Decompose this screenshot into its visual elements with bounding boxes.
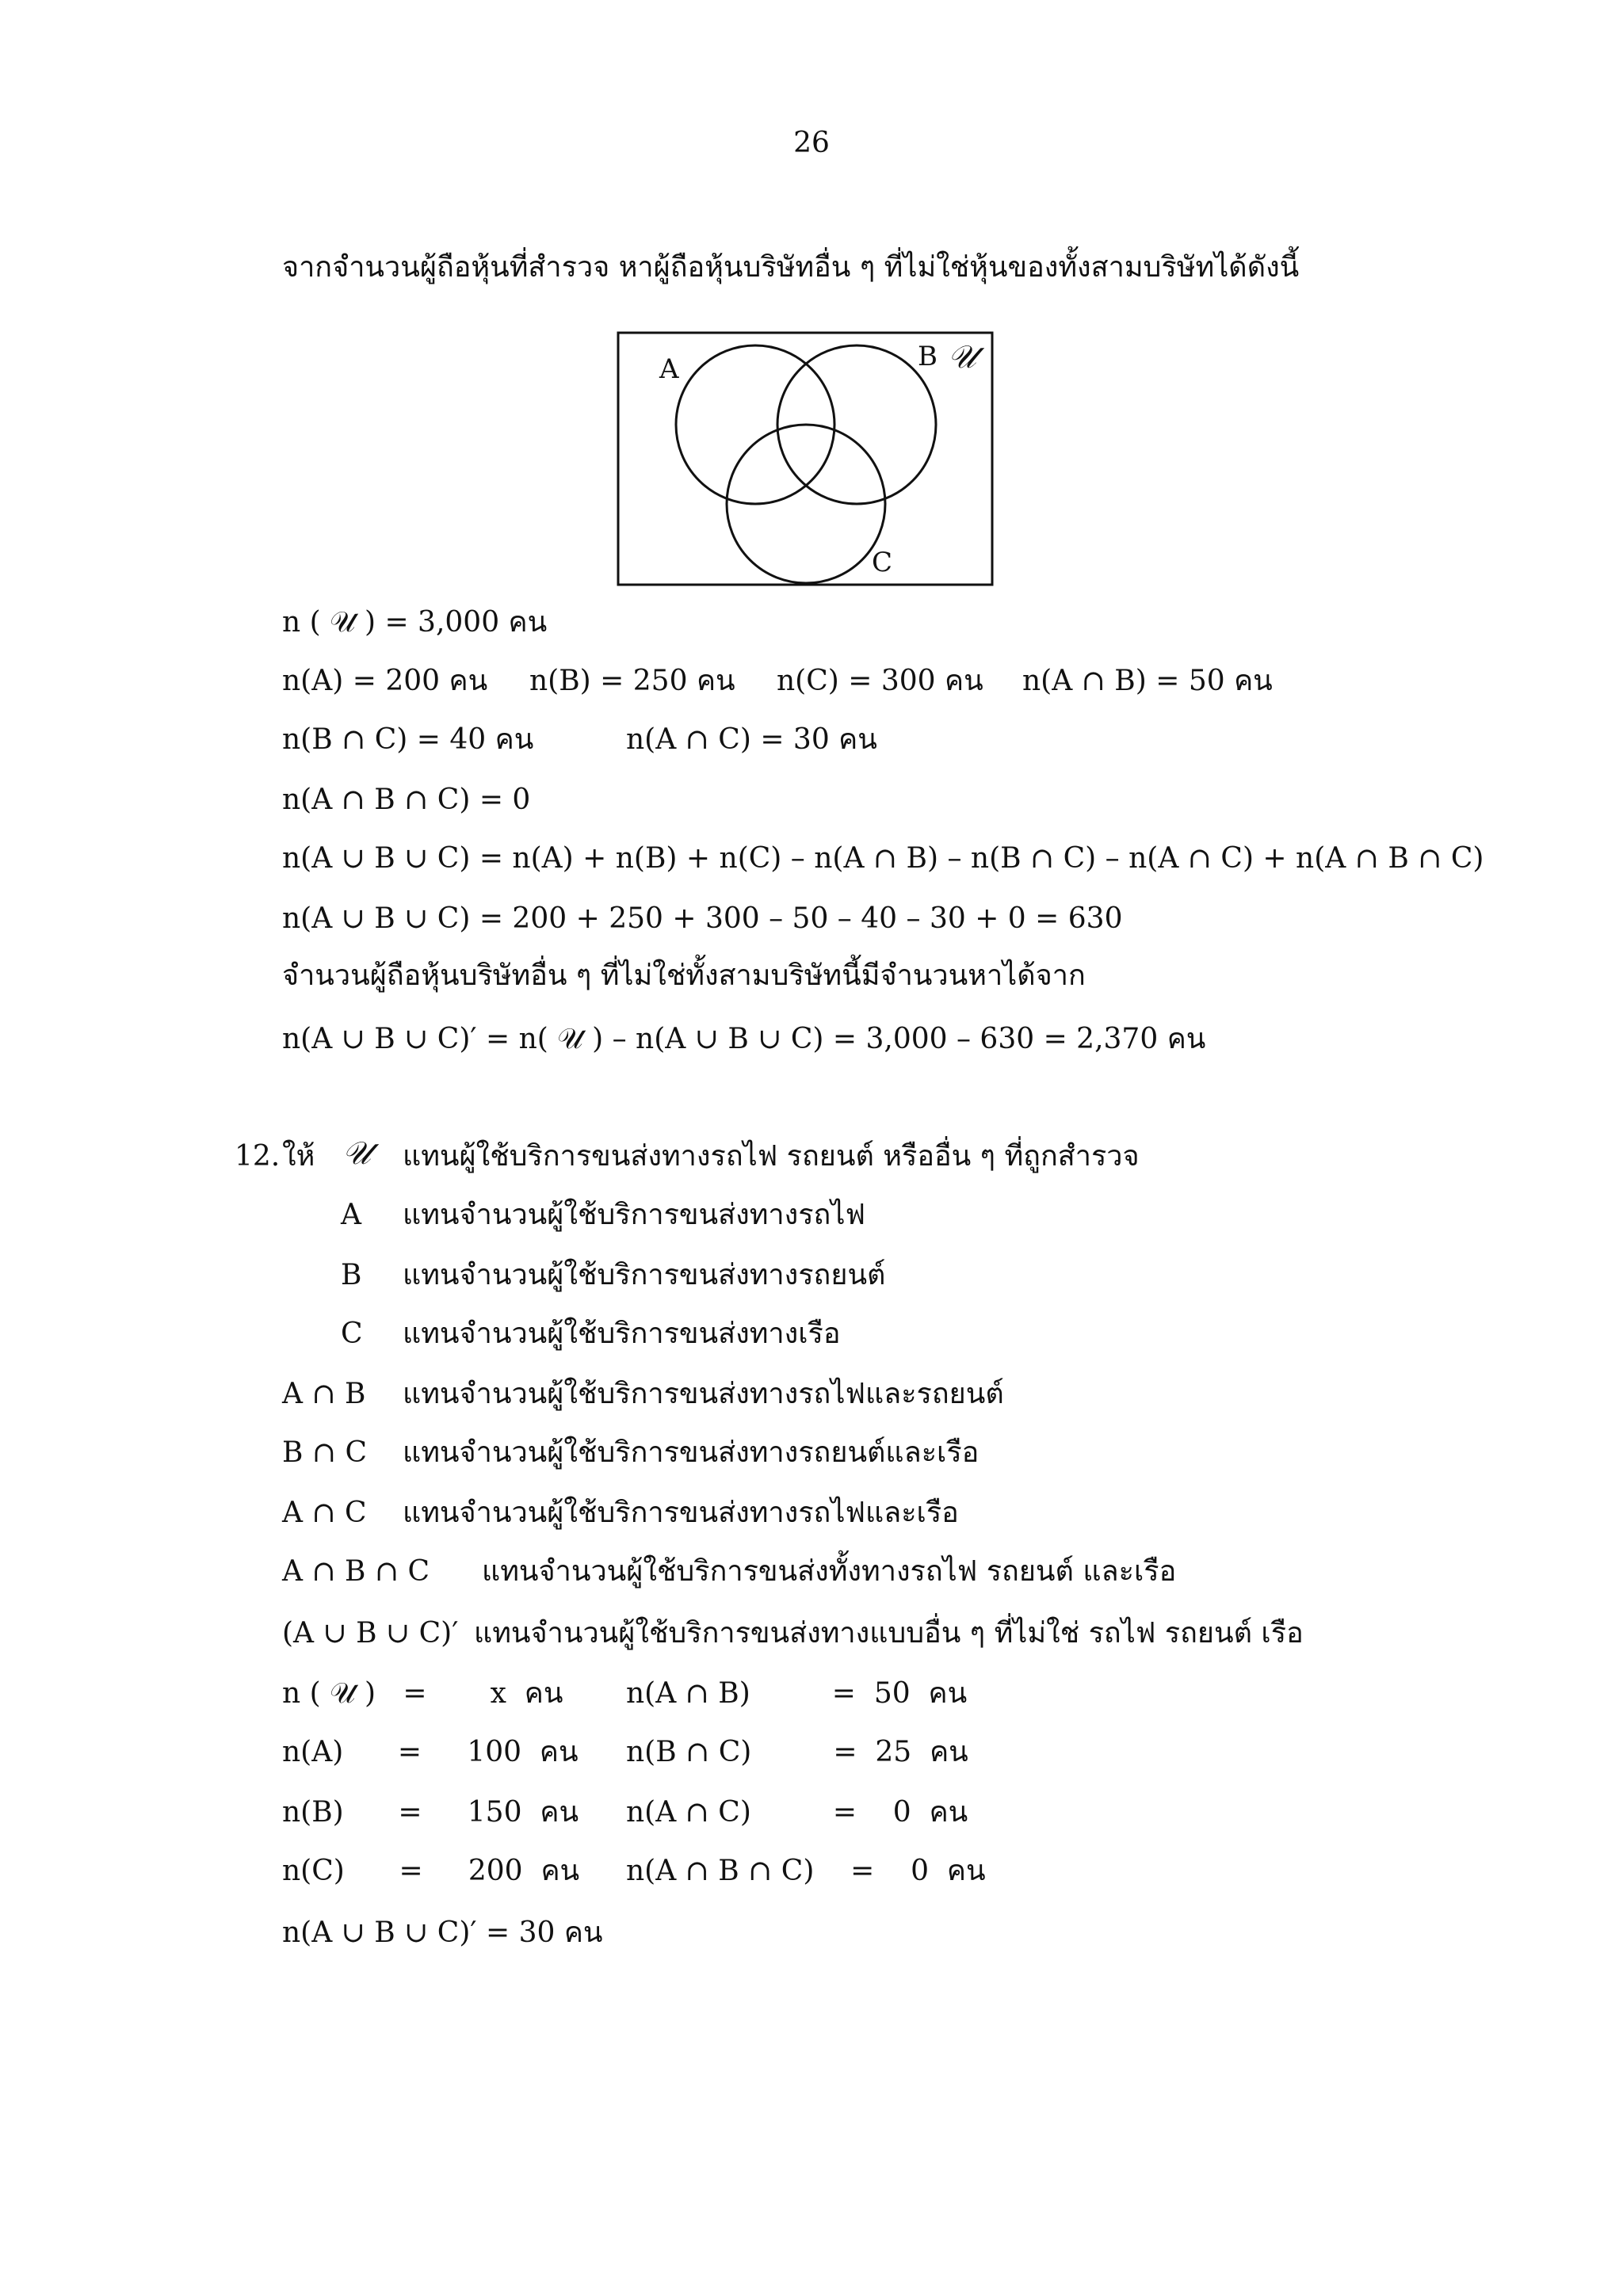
q12-def-sym: A [341, 1199, 361, 1231]
calc-n-a: n(A) = 200 คน [282, 665, 488, 697]
q12-def-text: แทนจำนวนผู้ใช้บริการขนส่งทางเรือ [403, 1318, 841, 1350]
intro-text: จากจำนวนผู้ถือหุ้นที่สำรวจ หาผู้ถือหุ้นบริษัทอื่น ๆ ที่ไม่ใช่หุ้นของทั้งสามบริษัทได้ดังนี้ [282, 251, 1300, 284]
calc-n-u: n ( 𝒰 ) = 3,000 คน [282, 606, 548, 639]
q12-def-text: แทนจำนวนผู้ใช้บริการขนส่งทางรถไฟ [403, 1199, 865, 1231]
q12-def-text: แทนจำนวนผู้ใช้บริการขนส่งทางรถไฟและรถยนต์ [403, 1378, 1004, 1410]
calc-union-value: n(A ∪ B ∪ C) = 200 + 250 + 300 – 50 – 40 – 30 + 0 = 630 [282, 902, 1123, 935]
q12-value-left: n(A) = 100 คน [282, 1736, 579, 1768]
q12-intro-b: แทนผู้ใช้บริการขนส่งทางรถไฟ รถยนต์ หรืออื่น ๆ ที่ถูกสำรวจ [403, 1140, 1140, 1173]
calc-n-b: n(B) = 250 คน [529, 665, 735, 697]
page-number: 26 [793, 127, 830, 159]
calc-n-bc: n(B ∩ C) = 40 คน [282, 723, 534, 756]
q12-def-sym: B ∩ C [282, 1436, 368, 1469]
venn-label-c: C [872, 547, 893, 578]
q12-value-right: n(B ∩ C) = 25 คน [626, 1736, 968, 1768]
q12-universal-symbol: 𝒰 [342, 1135, 371, 1172]
q12-def-sym: (A ∪ B ∪ C)′ [282, 1617, 459, 1650]
q12-value-right: n(A ∩ B) = 50 คน [626, 1677, 968, 1710]
q12-value-right: n(A ∩ C) = 0 คน [626, 1796, 968, 1829]
calc-n-c: n(C) = 300 คน [777, 665, 983, 697]
venn-label-a: A [659, 353, 679, 385]
q12-def-sym: C [341, 1318, 363, 1350]
q12-def-text: แทนจำนวนผู้ใช้บริการขนส่งทั้งทางรถไฟ รถยนต์ และเรือ [482, 1555, 1177, 1588]
q12-def-text: แทนจำนวนผู้ใช้บริการขนส่งทางรถยนต์และเรือ [403, 1436, 980, 1469]
q12-number: 12. [235, 1140, 281, 1173]
q12-complement-value: n(A ∪ B ∪ C)′ = 30 คน [282, 1917, 603, 1949]
q12-def-sym: A ∩ B ∩ C [282, 1555, 430, 1588]
q12-def-text: แทนจำนวนผู้ใช้บริการขนส่งทางรถไฟและเรือ [403, 1497, 959, 1529]
q12-intro-a: ให้ [282, 1140, 315, 1173]
q12-value-left: n(B) = 150 คน [282, 1796, 579, 1829]
calc-union-formula: n(A ∪ B ∪ C) = n(A) + n(B) + n(C) – n(A ∩ B) – n(B ∩ C) – n(A ∩ C) + n(A ∩ B ∩ C) [282, 842, 1484, 875]
q12-def-sym: B [341, 1259, 362, 1291]
q12-value-left: n ( 𝒰 ) = x คน [282, 1677, 563, 1710]
q12-value-right: n(A ∩ B ∩ C) = 0 คน [626, 1855, 986, 1887]
calc-complement-text: จำนวนผู้ถือหุ้นบริษัทอื่น ๆ ที่ไม่ใช่ทั้งสามบริษัทนี้มีจำนวนหาได้จาก [282, 959, 1086, 992]
calc-n-ab: n(A ∩ B) = 50 คน [1022, 665, 1273, 697]
q12-def-text: แทนจำนวนผู้ใช้บริการขนส่งทางรถยนต์ [403, 1259, 886, 1291]
venn-label-u: 𝒰 [948, 339, 976, 376]
calc-n-abc: n(A ∩ B ∩ C) = 0 [282, 784, 531, 816]
q12-def-sym: A ∩ C [282, 1497, 367, 1529]
q12-def-sym: A ∩ B [282, 1378, 366, 1410]
q12-value-left: n(C) = 200 คน [282, 1855, 580, 1887]
venn-label-b: B [918, 341, 938, 372]
calc-complement-value: n(A ∪ B ∪ C)′ = n( 𝒰 ) – n(A ∪ B ∪ C) = 3,000 – 630 = 2,370 คน [282, 1023, 1206, 1055]
q12-def-text: แทนจำนวนผู้ใช้บริการขนส่งทางแบบอื่น ๆ ที่ไม่ใช่ รถไฟ รถยนต์ เรือ [474, 1617, 1304, 1650]
calc-n-ac: n(A ∩ C) = 30 คน [626, 723, 877, 756]
